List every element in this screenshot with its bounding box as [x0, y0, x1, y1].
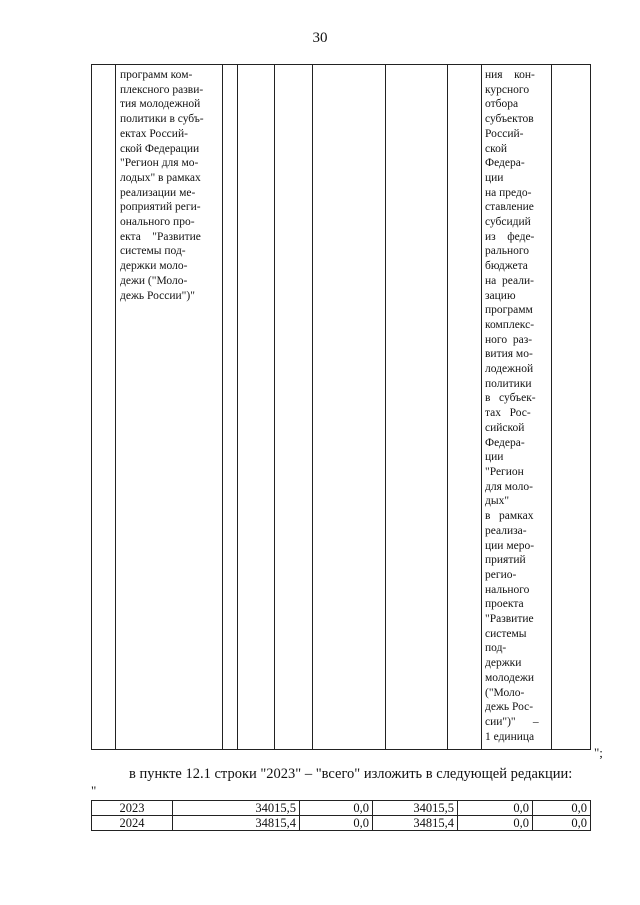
column-border [312, 65, 313, 749]
column-border [237, 65, 238, 749]
year-cell: 2023 [92, 801, 173, 816]
closing-quote: "; [594, 745, 603, 760]
page-number: 30 [312, 30, 328, 46]
value-cell: 0,0 [300, 801, 373, 816]
result-indicator-cell: ния кон- курсного отбора субъектов Россий- ской Федера- ции на предо- ставление субсидий из феде- рального бюджета на реали- зацию программ комплекс- ного раз- вития мо- лодежной политики в субъек- тах Рос- сийской Федера- ции "Регион для моло- дых" в рамках реализа- ции меро- приятий регио- нального проекта "Развитие системы под- держки молодежи ("Моло- дежь Рос- сии")" – 1 единица [485, 69, 539, 743]
table-row [92, 816, 591, 831]
column-border [590, 65, 591, 749]
value-cell: 0,0 [458, 801, 533, 816]
value-cell: 0,0 [533, 801, 591, 816]
total-cell: 34015,5 [173, 801, 300, 816]
value-cell: 0,0 [533, 816, 591, 831]
column-border [91, 65, 92, 749]
value-cell: 34815,4 [373, 816, 458, 831]
program-table-continuation [91, 64, 591, 750]
column-border [447, 65, 448, 749]
funding-table [91, 800, 591, 831]
column-border [274, 65, 275, 749]
column-border [481, 65, 482, 749]
amendment-instruction: в пункте 12.1 строки "2023" – "всего" изложить в следующей редакции: [129, 766, 573, 782]
column-border [551, 65, 552, 749]
total-cell: 34815,4 [173, 816, 300, 831]
table-row [92, 801, 591, 816]
column-border [115, 65, 116, 749]
event-name-cell: программ ком- плексного разви- тия молодежной политики в субъ- ектах Россий- ской Федерации "Регион для мо- лодых" в рамках реализации ме- роприятий реги- онального про- екта "Развитие системы под- держки моло- дежи ("Моло- дежь России")" [120, 69, 204, 302]
value-cell: 0,0 [300, 816, 373, 831]
value-cell: 34015,5 [373, 801, 458, 816]
column-border [385, 65, 386, 749]
value-cell: 0,0 [458, 816, 533, 831]
year-cell: 2024 [92, 816, 173, 831]
opening-quote: " [91, 783, 97, 798]
